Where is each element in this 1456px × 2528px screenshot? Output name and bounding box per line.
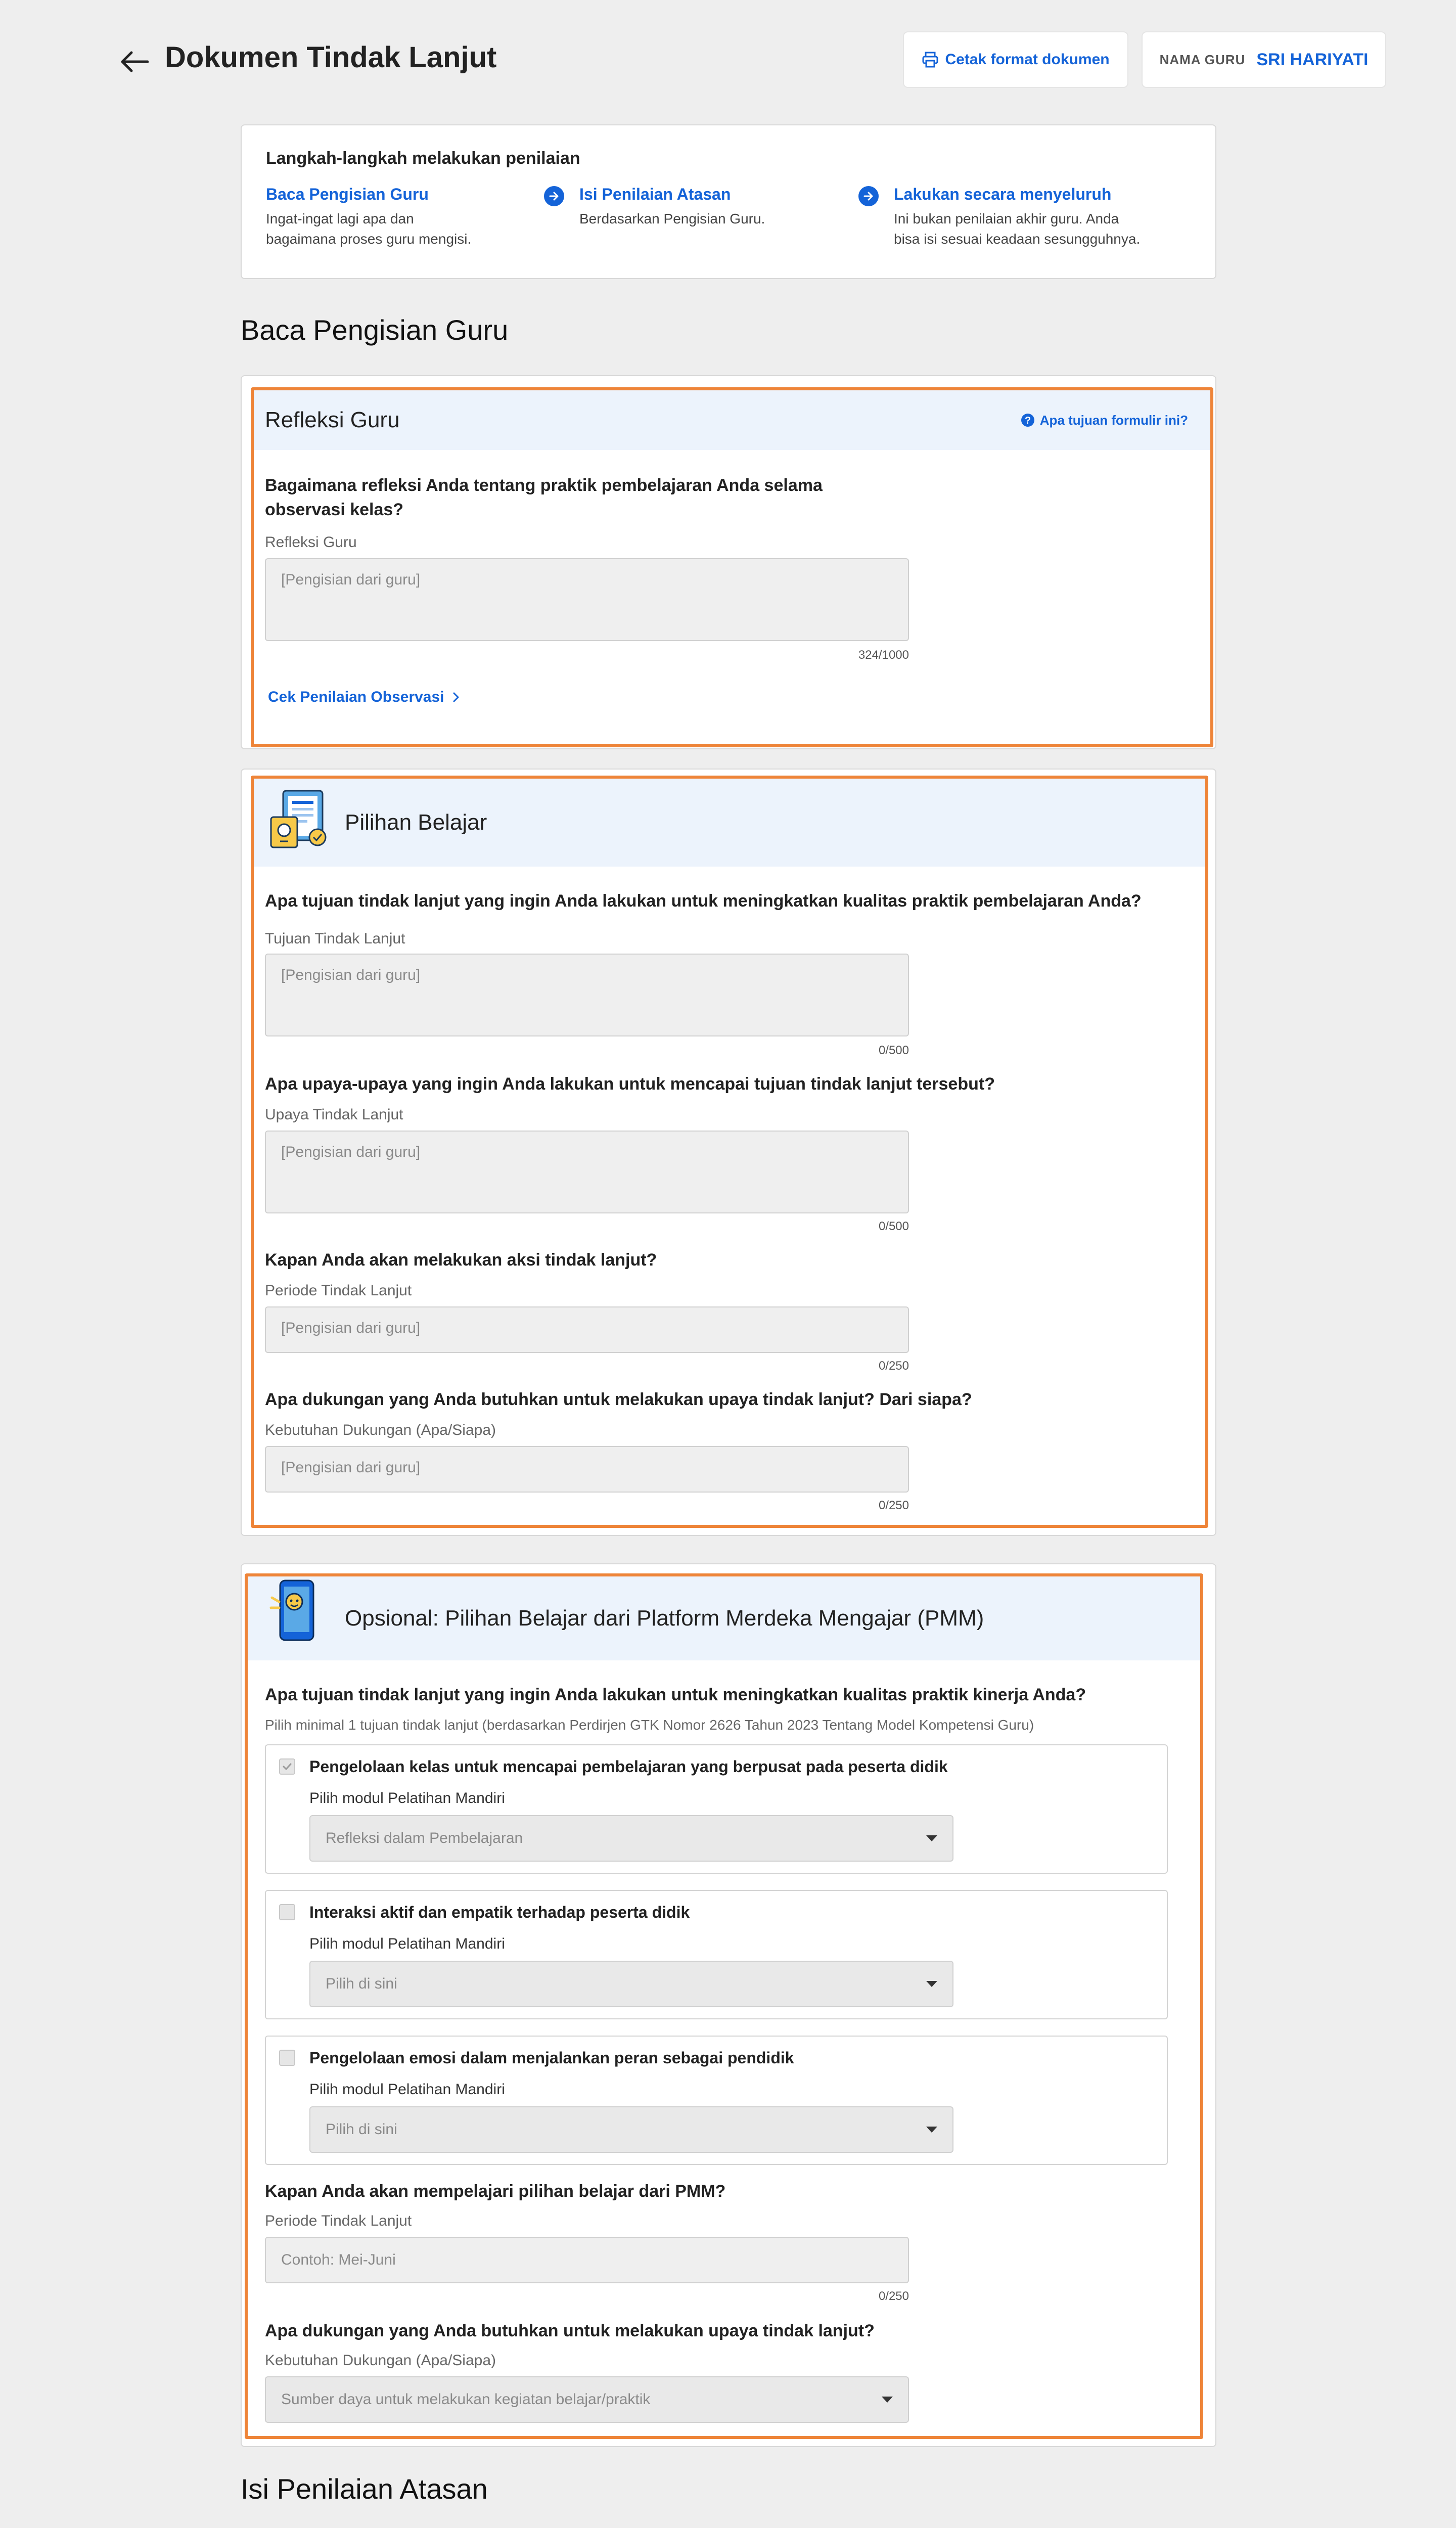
- question-text: Apa dukungan yang Anda butuhkan untuk melakukan upaya tindak lanjut?: [265, 2321, 875, 2340]
- step-desc: Ingat-ingat lagi apa dan: [266, 211, 414, 227]
- refleksi-header: [254, 390, 1210, 450]
- back-button[interactable]: [115, 47, 154, 77]
- check-observation-label: Cek Penilaian Observasi: [268, 689, 444, 705]
- field-label: Kebutuhan Dukungan (Apa/Siapa): [265, 1422, 496, 1438]
- tujuan-textarea[interactable]: [Pengisian dari guru]: [265, 954, 909, 1036]
- char-counter: 0/250: [878, 1359, 909, 1373]
- teacher-name-box: [1142, 31, 1386, 88]
- arrow-left-icon: [120, 51, 149, 73]
- checkbox[interactable]: [279, 1904, 295, 1920]
- step-desc: Ini bukan penilaian akhir guru. Anda: [894, 211, 1119, 227]
- steps-title: Langkah-langkah melakukan penilaian: [266, 149, 580, 168]
- option-subtitle: Pilih modul Pelatihan Mandiri: [309, 1790, 505, 1807]
- select-value: Refleksi dalam Pembelajaran: [326, 1830, 523, 1846]
- option-subtitle: Pilih modul Pelatihan Mandiri: [309, 2081, 505, 2098]
- question-text: Kapan Anda akan melakukan aksi tindak lanjut?: [265, 1250, 657, 1270]
- pmm-option-3[interactable]: [265, 2036, 1168, 2165]
- step-title: Lakukan secara menyeluruh: [894, 185, 1112, 203]
- hint-text: Pilih minimal 1 tujuan tindak lanjut (berdasarkan Perdirjen GTK Nomor 2626 Tahun 2023 Tentang Model Kompetensi Guru): [265, 1717, 1034, 1733]
- option-title: Pengelolaan emosi dalam menjalankan peran sebagai pendidik: [309, 2049, 794, 2067]
- chevron-right-icon: [451, 692, 461, 703]
- field-label: Kebutuhan Dukungan (Apa/Siapa): [265, 2352, 496, 2369]
- dropdown-caret-icon: [882, 2397, 893, 2403]
- char-counter: 324/1000: [858, 648, 909, 662]
- refleksi-title: Refleksi Guru: [265, 408, 400, 432]
- pmm-option-2[interactable]: [265, 1890, 1168, 2019]
- step-desc: bisa isi sesuai keadaan sesungguhnya.: [894, 231, 1141, 247]
- field-label: Refleksi Guru: [265, 534, 357, 551]
- field-label: Upaya Tindak Lanjut: [265, 1106, 403, 1123]
- pmm-option-1[interactable]: [265, 1744, 1168, 1874]
- step-desc: bagaimana proses guru mengisi.: [266, 231, 472, 247]
- question-text: Apa tujuan tindak lanjut yang ingin Anda lakukan untuk meningkatkan kualitas praktik kinerja Anda?: [265, 1685, 1086, 1704]
- checkbox-checked[interactable]: [279, 1758, 295, 1775]
- dropdown-caret-icon: [926, 2127, 937, 2133]
- pmm-period-input[interactable]: Contoh: Mei-Juni: [265, 2237, 909, 2283]
- module-select[interactable]: [309, 1961, 953, 2007]
- dropdown-caret-icon: [926, 1981, 937, 1987]
- check-observation-link[interactable]: [268, 689, 461, 706]
- option-subtitle: Pilih modul Pelatihan Mandiri: [309, 1935, 505, 1952]
- question-text: Apa dukungan yang Anda butuhkan untuk melakukan upaya tindak lanjut? Dari siapa?: [265, 1390, 972, 1409]
- pmm-title: Opsional: Pilihan Belajar dari Platform Merdeka Mengajar (PMM): [345, 1606, 984, 1631]
- arrow-right-icon: [544, 186, 564, 206]
- select-value: Pilih di sini: [326, 2121, 397, 2138]
- step-do-thoroughly: [894, 185, 1140, 249]
- section-heading-assess: Isi Penilaian Atasan: [241, 2473, 488, 2505]
- step-title: Baca Pengisian Guru: [266, 185, 429, 203]
- refleksi-textarea[interactable]: [Pengisian dari guru]: [265, 558, 909, 641]
- arrow-right-icon: [858, 186, 879, 206]
- check-icon: [282, 1761, 293, 1772]
- pilihan-header: [254, 779, 1205, 867]
- support-select[interactable]: [265, 2376, 909, 2423]
- question-text: Apa upaya-upaya yang ingin Anda lakukan untuk mencapai tujuan tindak lanjut tersebut?: [265, 1074, 995, 1094]
- field-label: Periode Tindak Lanjut: [265, 1282, 412, 1299]
- section-heading-read: Baca Pengisian Guru: [241, 314, 509, 346]
- svg-text:?: ?: [1024, 415, 1031, 426]
- printer-icon: [922, 51, 939, 68]
- step-title: Isi Penilaian Atasan: [579, 185, 731, 203]
- question-text: Kapan Anda akan mempelajari pilihan belajar dari PMM?: [265, 2182, 726, 2201]
- option-title: Pengelolaan kelas untuk mencapai pembelajaran yang berpusat pada peserta didik: [309, 1757, 948, 1776]
- assessment-steps: [241, 124, 1216, 279]
- teacher-name: SRI HARIYATI: [1256, 50, 1369, 69]
- checklist-illustration-icon: [268, 787, 334, 852]
- print-format-button[interactable]: [903, 31, 1128, 88]
- phone-illustration-icon: [268, 1577, 324, 1643]
- option-title: Interaksi aktif dan empatik terhadap peserta didik: [309, 1903, 690, 1921]
- step-desc: Berdasarkan Pengisian Guru.: [579, 211, 765, 227]
- help-label: Apa tujuan formulir ini?: [1039, 412, 1188, 428]
- char-counter: 0/250: [878, 2289, 909, 2303]
- module-select[interactable]: [309, 2106, 953, 2153]
- pmm-header: [248, 1576, 1200, 1660]
- upaya-textarea[interactable]: [Pengisian dari guru]: [265, 1131, 909, 1213]
- field-label: Periode Tindak Lanjut: [265, 2213, 412, 2229]
- char-counter: 0/500: [878, 1220, 909, 1233]
- page-title: Dokumen Tindak Lanjut: [165, 41, 497, 74]
- char-counter: 0/500: [878, 1044, 909, 1057]
- print-format-label: Cetak format dokumen: [945, 51, 1110, 68]
- select-value: Pilih di sini: [326, 1975, 397, 1992]
- checkbox[interactable]: [279, 2050, 295, 2066]
- field-label: Tujuan Tindak Lanjut: [265, 930, 405, 947]
- help-link[interactable]: [1021, 413, 1188, 428]
- step-fill-assessment: [579, 185, 765, 229]
- dukungan-textarea[interactable]: [Pengisian dari guru]: [265, 1446, 909, 1493]
- dropdown-caret-icon: [926, 1835, 937, 1841]
- question-text: Bagaimana refleksi Anda tentang praktik pembelajaran Anda selama: [265, 476, 823, 495]
- question-text: observasi kelas?: [265, 500, 404, 519]
- teacher-label: NAMA GURU: [1159, 52, 1246, 67]
- periode-textarea[interactable]: [Pengisian dari guru]: [265, 1306, 909, 1353]
- help-icon: [1021, 413, 1035, 427]
- step-read-teacher: [266, 185, 471, 249]
- pilihan-title: Pilihan Belajar: [345, 810, 487, 835]
- char-counter: 0/250: [878, 1499, 909, 1512]
- question-text: Apa tujuan tindak lanjut yang ingin Anda lakukan untuk meningkatkan kualitas praktik pembelajaran Anda?: [265, 891, 1142, 911]
- select-value: Sumber daya untuk melakukan kegiatan belajar/praktik: [281, 2391, 651, 2408]
- module-select[interactable]: [309, 1815, 953, 1862]
